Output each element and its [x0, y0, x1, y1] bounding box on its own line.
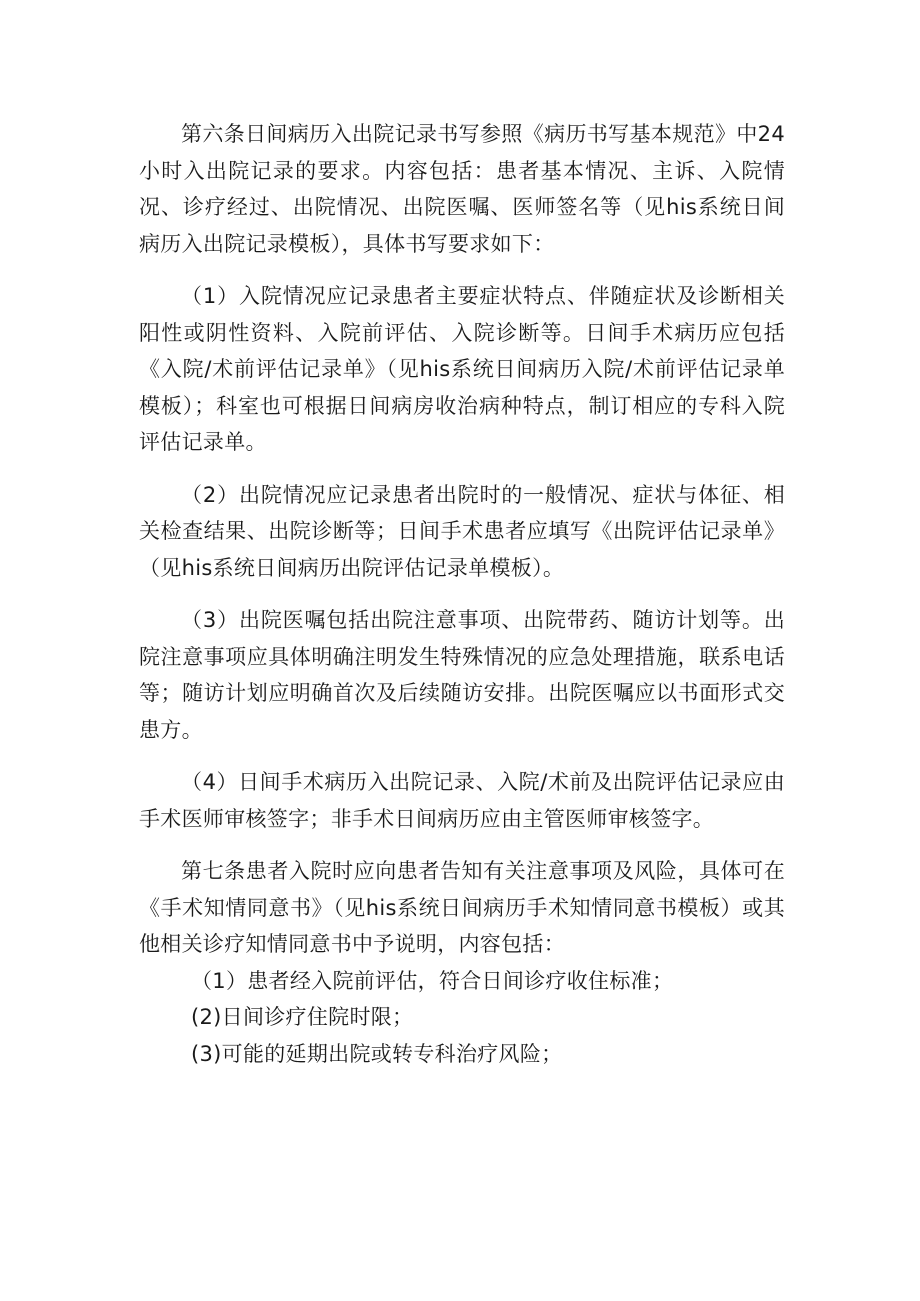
- paragraph-article-6: 第六条日间病历入出院记录书写参照《病历书写基本规范》中24小时入出院记录的要求。内容包括：患者基本情况、主诉、入院情况、诊疗经过、出院情况、出院医嘱、医师签名等（见his系统日间病历入出院记录模板），具体书写要求如下：: [139, 122, 785, 256]
- paragraph-article-7: 第七条患者入院时应向患者告知有关注意事项及风险，具体可在《手术知情同意书》（见his系统日间病历手术知情同意书模板）或其他相关诊疗知情同意书中予说明，内容包括：: [139, 859, 785, 956]
- list-item-consent-3: (3)可能的延期出院或转专科治疗风险；: [191, 1041, 563, 1066]
- list-item-consent-1: （1）患者经入院前评估，符合日间诊疗收住标准；: [191, 968, 674, 993]
- paragraph-discharge-info: （2）出院情况应记录患者出院时的一般情况、症状与体征、相关检查结果、出院诊断等；日间手术患者应填写《出院评估记录单》（见his系统日间病历出院评估记录单模板）。: [139, 482, 785, 580]
- list-item-consent-2: (2)日间诊疗住院时限；: [191, 1005, 414, 1029]
- paragraph-admission-info: （1）入院情况应记录患者主要症状特点、伴随症状及诊断相关阳性或阴性资料、入院前评估、入院诊断等。日间手术病历应包括《入院/术前评估记录单》（见his系统日间病历入院/术前评估记录单模板）；科室也可根据日间病房收治病种特点，制订相应的专科入院评估记录单。: [139, 284, 785, 454]
- paragraph-discharge-orders: （3）出院医嘱包括出院注意事项、出院带药、随访计划等。出院注意事项应具体明确注明发生特殊情况的应急处理措施，联系电话等；随访计划应明确首次及后续随访安排。出院医嘱应以书面形式交患方。: [139, 608, 785, 742]
- document-body: [139, 116, 785, 1072]
- paragraph-signature-review: （4）日间手术病历入出院记录、入院/术前及出院评估记录应由手术医师审核签字；非手术日间病历应由主管医师审核签字。: [139, 770, 785, 831]
